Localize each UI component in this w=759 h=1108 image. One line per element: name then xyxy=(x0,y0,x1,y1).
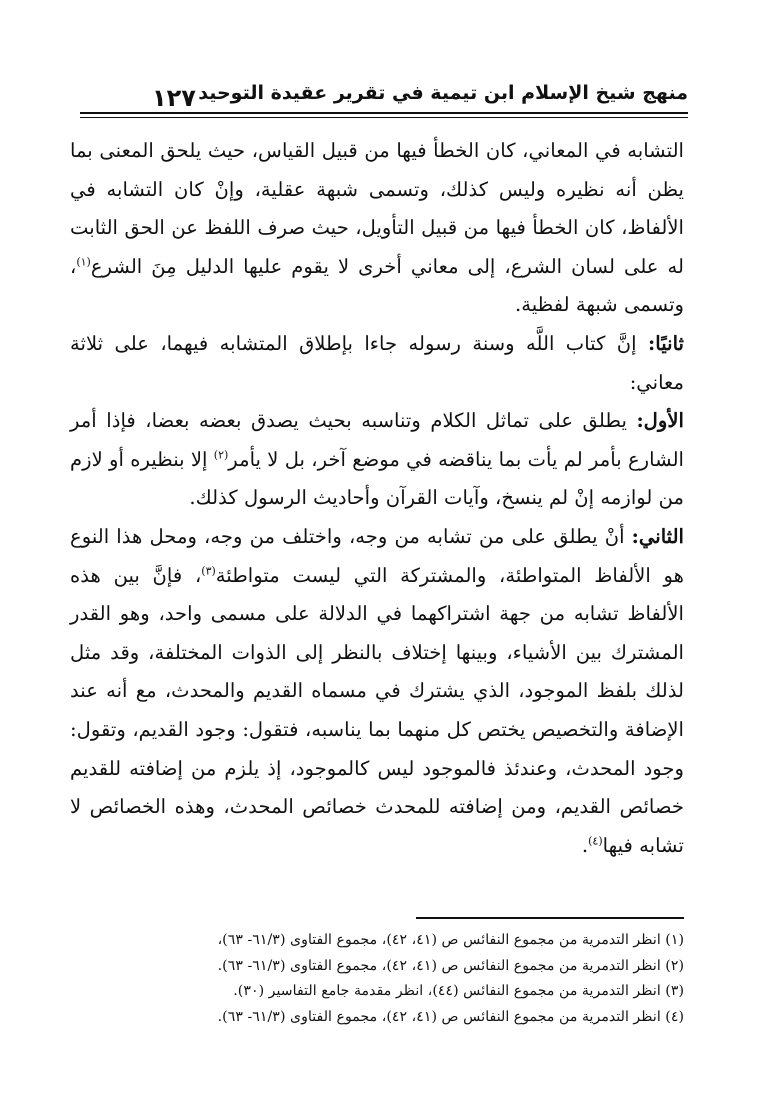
paragraph-lead: ثانيًا: xyxy=(648,331,684,355)
main-text xyxy=(70,132,684,865)
paragraph-1: التشابه في المعاني، كان الخطأ فيها من قبيل القياس، حيث يلحق المعنى بما يظن أنه نظيره وليس كذلك، وتسمى شبهة عقلية، وإنْ كان التشابه في الألفاظ، كان الخطأ فيها من قبيل التأويل، حيث صرف اللفظ عن الحق الثابت له على لسان الشرع، إلى معاني أخرى لا يقوم عليها الدليل مِنَ الشرع$^{(١)}$، وتسمى شبهة لفظية. xyxy=(70,139,684,317)
footnote-3: (٣) انظر التدمرية من مجموع النفائس (٤٤)، انظر مقدمة جامع التفاسير (٣٠). xyxy=(233,983,684,999)
footnote-ref-1[interactable]: (١) xyxy=(76,255,91,269)
header-rule xyxy=(80,112,688,114)
footnote-1: (١) انظر التدمرية من مجموع النفائس ص (٤١، ٤٢)، مجموع الفتاوى (٦١/٣- ٦٣)، xyxy=(217,932,684,948)
footnote-divider xyxy=(416,917,684,919)
footnote-ref-4[interactable]: (٤) xyxy=(588,834,603,848)
page-number: ١٢٧ xyxy=(152,84,196,112)
footnotes xyxy=(90,928,684,1030)
header-rule-thin xyxy=(80,117,688,118)
paragraph-lead: الثاني: xyxy=(631,524,684,548)
footnote-ref-2[interactable]: (٢) xyxy=(213,448,229,462)
page-header xyxy=(80,82,688,122)
footnote-2: (٢) انظر التدمرية من مجموع النفائس ص (٤١، ٤٢)، مجموع الفتاوى (٦١/٣- ٦٣). xyxy=(217,957,684,974)
running-title: منهج شيخ الإسلام ابن تيمية في تقرير عقيدة التوحيد xyxy=(198,82,688,104)
footnote-4: (٤) انظر التدمرية من مجموع النفائس ص (٤١، ٤٢)، مجموع الفتاوى (٦١/٣- ٦٣). xyxy=(217,1008,684,1025)
paragraph-lead: الأول: xyxy=(636,409,684,433)
paragraph-2: ثانيًا: إنَّ كتاب اللَّه وسنة رسوله جاءا بإطلاق المتشابه فيهما، على ثلاثة معاني: xyxy=(70,331,684,394)
paragraph-3: الأول: يطلق على تماثل الكلام وتناسبه بحيث يصدق بعضه بعضا، فإذا أمر الشارع بأمر لم يأت بما يناقضه في موضع آخر، بل لا يأمر$^{(٢)}$ إلا بنظيره أو لازم من لوازمه إنْ لم ينسخ، وآيات القرآن وأحاديث الرسول كذلك. xyxy=(70,409,684,510)
footnote-ref-3[interactable]: (٣) xyxy=(201,564,216,577)
paragraph-4: الثاني: أنْ يطلق على من تشابه من وجه، واختلف من وجه، ومحل هذا النوع هو الألفاظ المتواطئة، والمشتركة التي ليست متواطئة$^{(٣)}$، فإنَّ بين هذه الألفاظ تشابه من جهة اشتراكهما في الدلالة على مسمى واحد، وهو القدر المشترك بين الأشياء، وبينها إختلاف بالنظر إلى الذوات المختلفة، وقد مثل لذلك بلفظ الموجود، الذي يشترك في مسماه القديم والمحدث، مع أنه عند الإضافة والتخصيص يختص كل منهما بما يناسبه، فتقول: وجود القديم، وتقول: وجود المحدث، وعندئذ فالموجود ليس كالموجود، إذ يلزم من إضافته للقديم خصائص القديم، ومن إضافته للمحدث خصائص المحدث، وهذه الخصائص لا تشابه فيها$^{(٤)}$. xyxy=(70,524,684,857)
